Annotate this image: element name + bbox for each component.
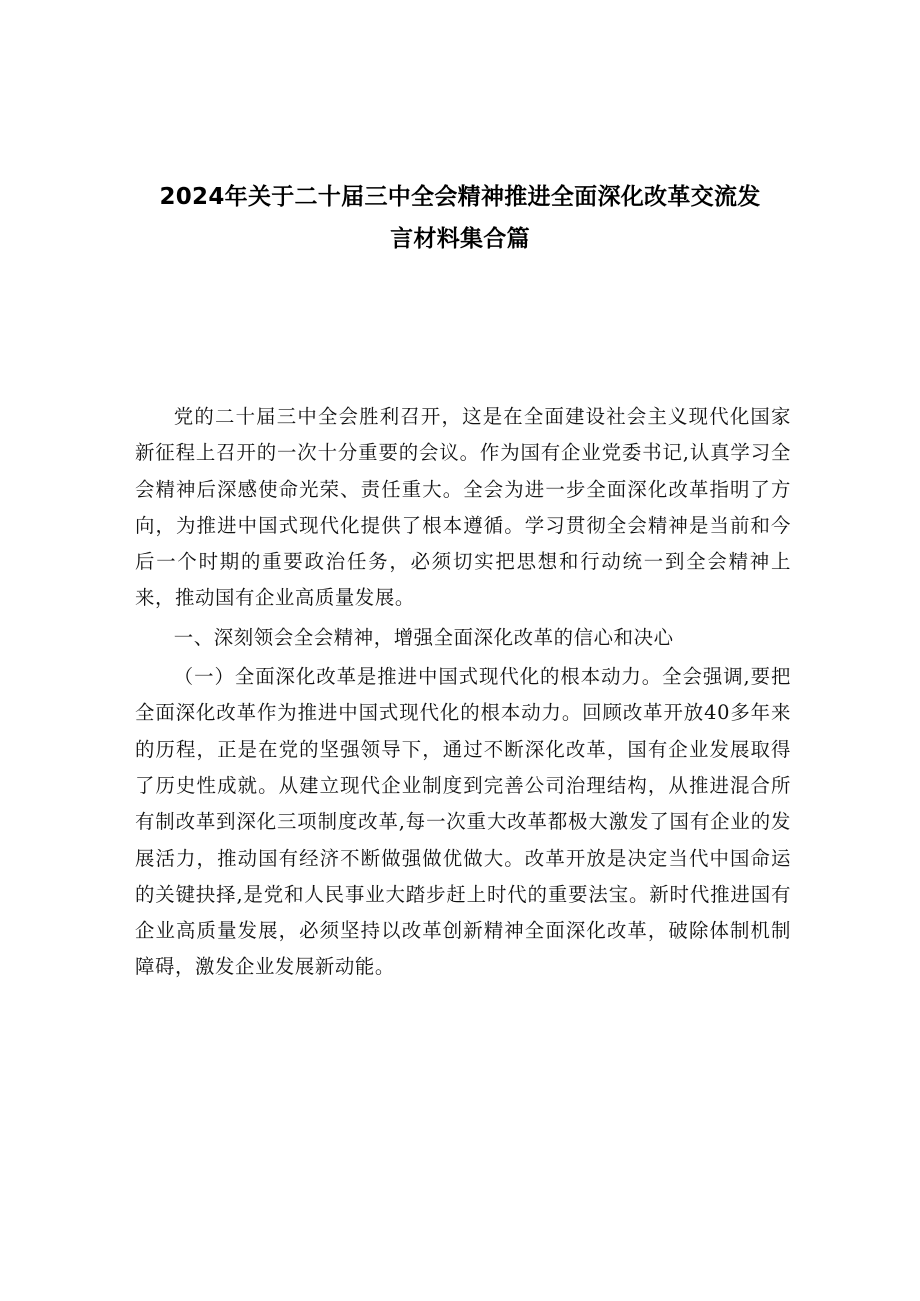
section-heading: 一、深刻领会全会精神，增强全面深化改革的信心和决心	[173, 625, 674, 649]
intro-paragraph: 党的二十届三中全会胜利召开，这是在全面建设社会主义现代化国家新征程上召开的一次十分重要的会议。作为国有企业党委书记,认真学习全会精神后深感使命光荣、责任重大。全会为进一步全面深化改革指明了方向，为推进中国式现代化提供了根本遵循。学习贯彻全会精神是当前和今后一个时期的重要政治任务，必须切实把思想和行动统一到全会精神上来，推动国有企业高质量发展。	[135, 405, 791, 610]
title-line-1: 2024年关于二十届三中全会精神推进全面深化改革交流发	[159, 184, 761, 210]
document-title	[130, 176, 790, 260]
document-body	[135, 399, 791, 986]
subsection-paragraph: （一）全面深化改革是推进中国式现代化的根本动力。全会强调,要把全面深化改革作为推进中国式现代化的根本动力。回顾改革开放40多年来的历程，正是在党的坚强领导下，通过不断深化改革，国有企业发展取得了历史性成就。从建立现代企业制度到完善公司治理结构，从推进混合所有制改革到深化三项制度改革,每一次重大改革都极大激发了国有企业的发展活力，推动国有经济不断做强做优做大。改革开放是决定当代中国命运的关键抉择,是党和人民事业大踏步赶上时代的重要法宝。新时代推进国有企业高质量发展，必须坚持以改革创新精神全面深化改革，破除体制机制障碍，激发企业发展新动能。	[135, 665, 791, 979]
title-line-2: 言材料集合篇	[390, 226, 530, 252]
